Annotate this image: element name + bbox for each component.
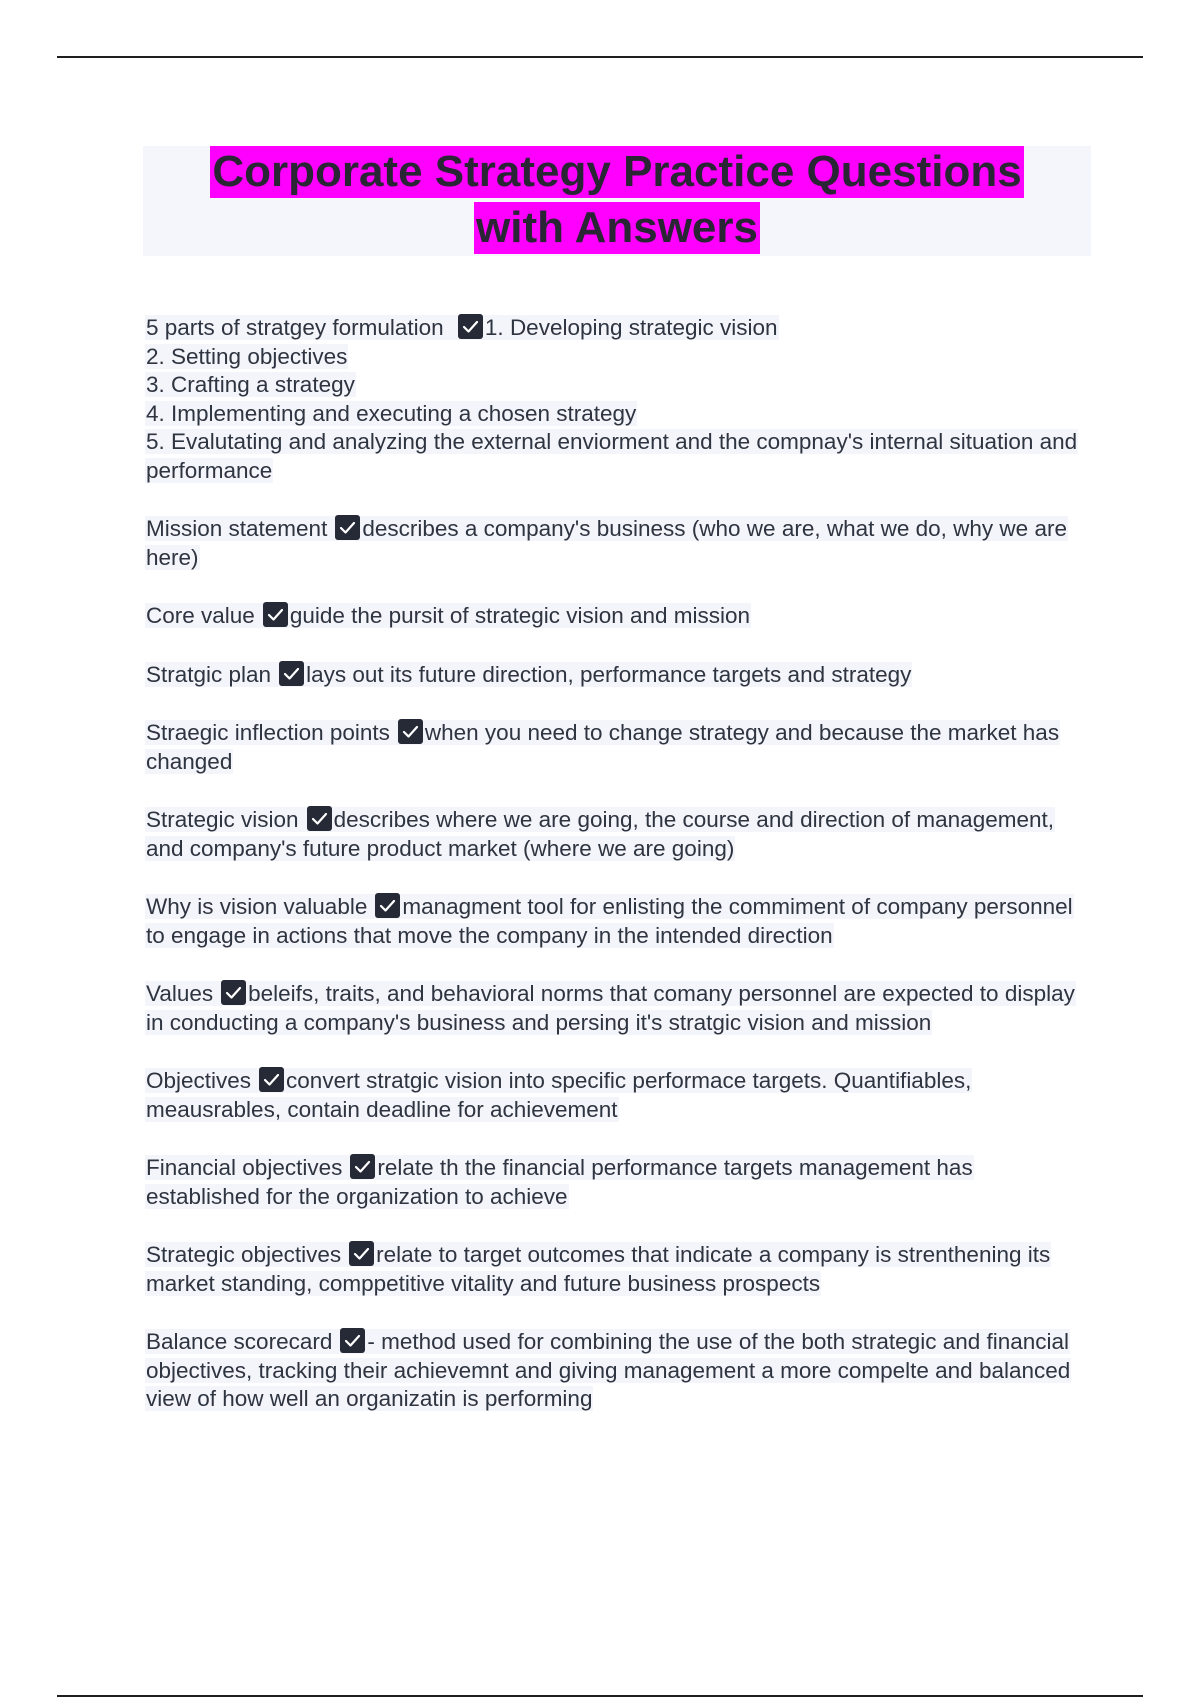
answer-text: managment tool for enlisting the commiment of company personnel to engage in actions that move the company in the intended direction [146,894,1073,948]
question-term: Stratgic plan [146,661,272,687]
answer-text: relate th the financial performance targets management has established for the organization to achieve [146,1155,973,1209]
qa-list [145,314,1090,1444]
check-box-icon [263,602,288,627]
question-term: Why is vision valuable [146,894,368,919]
page-title-line-2: with Answers [476,203,758,252]
answer-line: 2. Setting objectives [146,343,348,369]
question-term: Strategic objectives [146,1242,342,1267]
question-term: Objectives [146,1068,252,1093]
question-term: Financial objectives [146,1155,343,1180]
qa-entry [145,661,1090,690]
question-term: Strategic vision [146,807,299,832]
answer-text: - method used for combining the use of the both strategic and financial objectives, tracking their achievemnt and giving management a more compelte and balanced view of how well an organizatin is performing [146,1329,1071,1411]
qa-entry [145,980,1090,1037]
answer-line: 1. Developing strategic vision [484,315,778,340]
question-term: Balance scorecard [146,1329,333,1354]
answer-text: beleifs, traits, and behavioral norms that comany personnel are expected to display in conducting a company's business and persing it's stratgic vision and mission [146,981,1075,1035]
check-box-icon [279,661,304,686]
answer-text: guide the pursit of strategic vision and mission [289,603,751,628]
qa-entry [145,602,1090,631]
check-box-icon [221,980,246,1005]
check-box-icon [307,806,332,831]
answer-text: when you need to change strategy and because the market has changed [146,720,1060,774]
answer-text: convert stratgic vision into specific performace targets. Quantifiables, meausrables, contain deadline for achievement [146,1068,972,1122]
bottom-rule [57,1695,1143,1697]
check-box-icon [349,1241,374,1266]
question-term: 5 parts of stratgey formulation [146,315,444,340]
answer-text: describes a company's business (who we are, what we do, why we are here) [146,516,1067,570]
check-box-icon [458,314,483,339]
qa-entry [145,515,1090,572]
top-rule [57,56,1143,58]
qa-entry [145,314,1090,485]
qa-entry [145,806,1090,863]
answer-line: 4. Implementing and executing a chosen strategy [146,400,637,426]
qa-entry [145,1241,1090,1298]
answer-line: 3. Crafting a strategy [146,372,355,397]
question-term: Core value [146,603,255,628]
qa-entry [145,1067,1090,1124]
qa-entry [145,1328,1090,1414]
question-term: Mission statement [146,516,328,541]
answer-text: lays out its future direction, performance targets and strategy [306,661,912,687]
check-box-icon [335,515,360,540]
check-box-icon [375,893,400,918]
check-box-icon [340,1328,365,1353]
qa-entry [145,1154,1090,1211]
check-box-icon [398,719,423,744]
check-box-icon [259,1067,284,1092]
answer-text: describes where we are going, the course and direction of management, and company's future product market (where we are going) [146,807,1054,861]
qa-entry [145,893,1090,950]
check-box-icon [350,1154,375,1179]
question-term: Straegic inflection points [146,720,390,745]
question-term: Values [146,981,214,1006]
answer-line: 5. Evalutating and analyzing the external enviorment and the compnay's internal situation and performance [146,429,1078,483]
qa-entry [145,719,1090,776]
title-block [143,146,1091,256]
page-title-line-1: Corporate Strategy Practice Questions [212,147,1022,196]
answer-text: relate to target outcomes that indicate a company is strenthening its market standing, comppetitive vitality and future business prospects [146,1242,1051,1296]
